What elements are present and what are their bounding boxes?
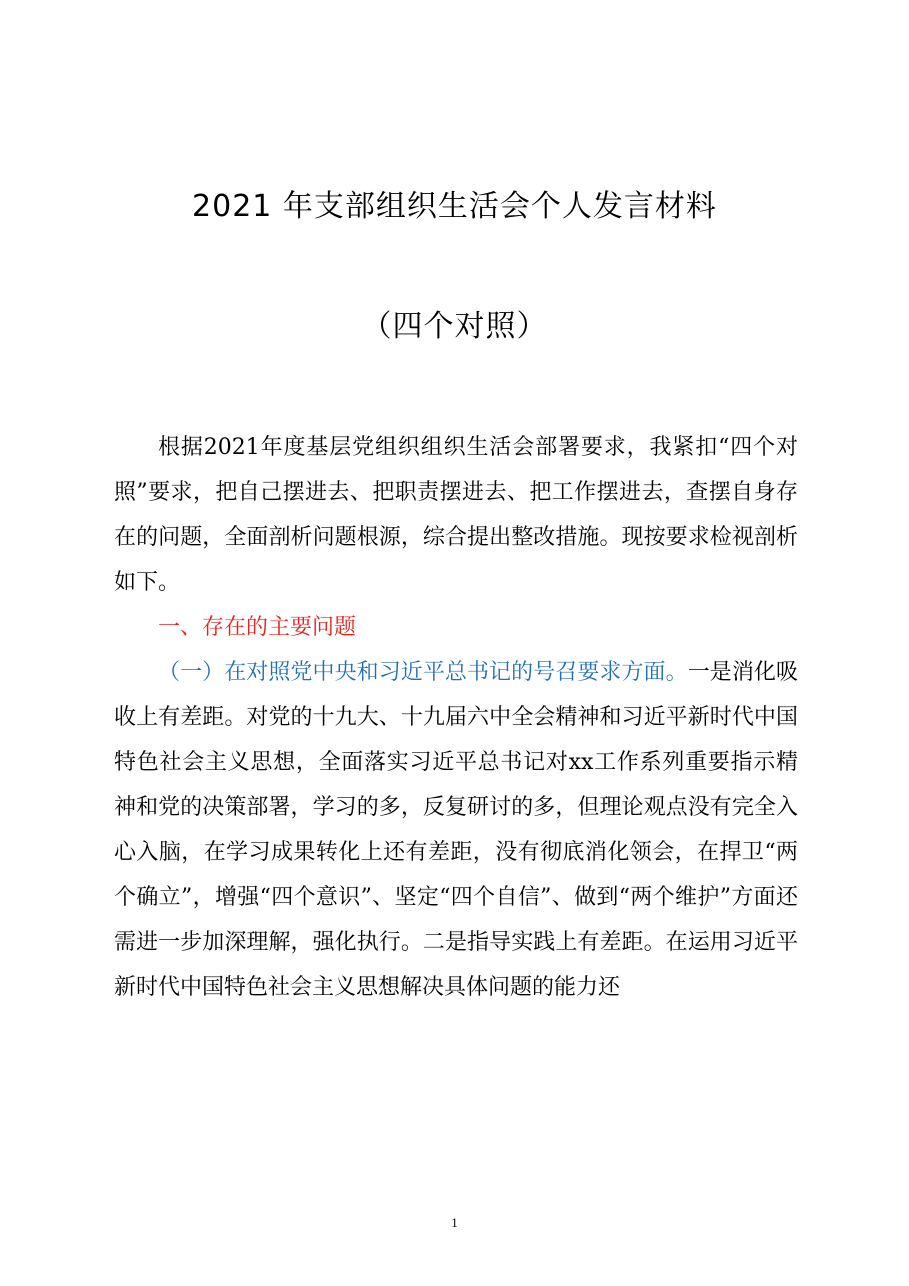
subsection-paragraph <box>114 650 798 1010</box>
intro-paragraph: 根据2021年度基层党组织组织生活会部署要求，我紧扣“四个对照”要求，把自己摆进去、把职责摆进去、把工作摆进去，查摆自身存在的问题，全面剖析问题根源，综合提出整改措施。现按要求检视剖析如下。 <box>114 435 798 595</box>
document-body <box>114 425 798 1010</box>
section-heading: 一、存在的主要问题 <box>158 615 357 640</box>
document-title: 2021 年支部组织生活会个人发言材料 <box>192 189 717 224</box>
subsection-text: 一是消化吸收上有差距。对党的十九大、十九届六中全会精神和习近平新时代中国特色社会主义思想，全面落实习近平总书记对xx工作系列重要指示精神和党的决策部署，学习的多，反复研讨的多，但理论观点没有完全入心入脑，在学习成果转化上还有差距，没有彻底消化领会，在捍卫“两个确立”，增强“四个意识”、坚定“四个自信”、做到“两个维护”方面还需进一步加深理解，强化执行。二是指导实践上有差距。在运用习近平新时代中国特色社会主义思想解决具体问题的能力还 <box>114 660 798 1000</box>
subsection-heading: （一）在对照党中央和习近平总书记的号召要求方面。 <box>158 660 688 685</box>
page-number: 1 <box>451 1215 458 1230</box>
document-subtitle: （四个对照） <box>361 309 548 344</box>
